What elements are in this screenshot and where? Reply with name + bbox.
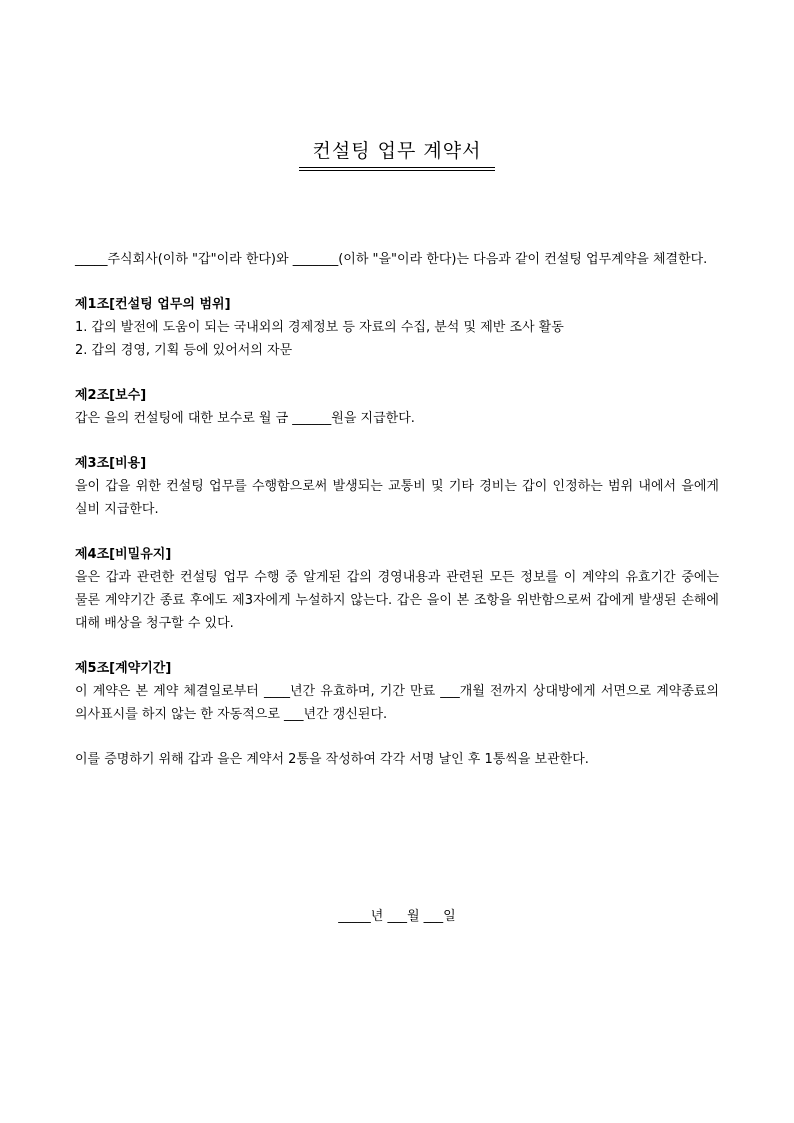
intro-paragraph: _____주식회사(이하 "갑"이라 한다)와 _______(이하 "을"이라 한다)는 다음과 같이 컨설팅 업무계약을 체결한다. bbox=[75, 252, 708, 267]
article-body: 을은 갑과 관련한 컨설팅 업무 수행 중 알게된 갑의 경영내용과 관련된 모든 정보를 이 계약의 유효기간 중에는 물론 계약기간 종료 후에도 제3자에게 누설하지 않는다. 갑은 을이 본 조항을 위반함으로써 갑에게 발생된 손해에 대해 배상을 청구할 수 있다. bbox=[75, 570, 719, 631]
title-container bbox=[0, 136, 794, 168]
article-body: 을이 갑을 위한 컨설팅 업무를 수행함으로써 발생되는 교통비 및 기타 경비는 갑이 인정하는 범위 내에서 을에게 실비 지급한다. bbox=[75, 479, 719, 517]
article-heading: 제5조[계약기간] bbox=[75, 661, 172, 676]
closing-paragraph: 이를 증명하기 위해 갑과 을은 계약서 2통을 작성하여 각각 서명 날인 후 1통씩을 보관한다. bbox=[75, 752, 589, 767]
article-heading: 제2조[보수] bbox=[75, 388, 147, 403]
article-body: 이 계약은 본 계약 체결일로부터 ____년간 유효하며, 기간 만료 ___개월 전까지 상대방에게 서면으로 계약종료의 의사표시를 하지 않는 한 자동적으로 ___년간 갱신된다. bbox=[75, 684, 719, 722]
article-4 bbox=[75, 543, 719, 635]
article-1 bbox=[75, 293, 719, 362]
article-heading: 제1조[컨설팅 업무의 범위] bbox=[75, 297, 231, 312]
article-3 bbox=[75, 452, 719, 521]
date-line: _____년 ___월 ___일 bbox=[338, 909, 456, 924]
article-heading: 제3조[비용] bbox=[75, 456, 147, 471]
article-5 bbox=[75, 657, 719, 726]
article-item: 2. 갑의 경영, 기획 등에 있어서의 자문 bbox=[75, 343, 293, 358]
article-2 bbox=[75, 384, 719, 430]
document-title: 컨설팅 업무 계약서 bbox=[299, 136, 496, 168]
article-heading: 제4조[비밀유지] bbox=[75, 547, 172, 562]
article-item: 1. 갑의 발전에 도움이 되는 국내외의 경제정보 등 자료의 수집, 분석 및 제반 조사 활동 bbox=[75, 320, 564, 335]
contract-body bbox=[75, 248, 719, 771]
article-body: 갑은 을의 컨설팅에 대한 보수로 월 금 ______원을 지급한다. bbox=[75, 411, 415, 426]
